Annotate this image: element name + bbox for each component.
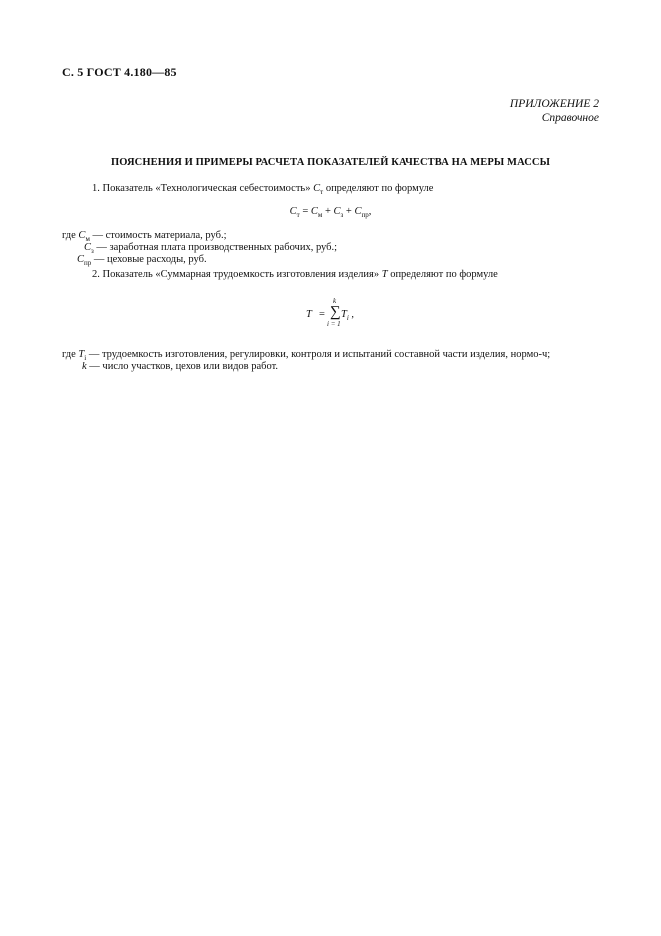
item-2-paragraph <box>92 269 498 280</box>
where-1-symbol: $C_м$ <box>78 230 90 243</box>
where-2-symbol: k <box>82 361 87 372</box>
formula-1-term-1: $C_м$ <box>310 206 323 219</box>
item-2-text: 2. Показатель «Суммарная трудоемкость изготовления изделия» <box>92 269 380 280</box>
where-2-row-1: где $T_i$ — трудоемкость изготовления, регулировки, контроля и испытаний составной части изделия, нормо-ч; <box>62 349 551 362</box>
formula-1-lhs: $C_т$ <box>289 206 300 219</box>
appendix-block <box>510 97 599 125</box>
item-2-tail: определяют по формуле <box>390 269 498 280</box>
item-1-tail: определяют по формуле <box>325 183 434 194</box>
where-1-symbol: $C_{пр}$ <box>77 254 92 267</box>
formula-2-lhs: T <box>306 309 312 320</box>
item-1-symbol: $C_т$ <box>313 183 324 196</box>
formula-2 <box>306 297 366 332</box>
appendix-label: ПРИЛОЖЕНИЕ 2 <box>509 98 599 110</box>
formula-1: $C_т = C_м + C_з + C_{пр}$, <box>289 206 372 219</box>
formula-1-term-3: $C_{пр}$ <box>354 206 369 219</box>
where-1-symbol: $C_з$ <box>84 242 94 255</box>
item-1-paragraph <box>92 183 433 196</box>
where-1-row-3: $C_{пр}$ — цеховые расходы, руб. <box>77 254 207 267</box>
where-1-row-2: $C_з$ — заработная плата производственных рабочих, руб.; <box>84 242 338 255</box>
where-2-row-2: k — число участков, цехов или видов работ. <box>82 361 279 372</box>
appendix-status: Справочное <box>541 112 599 124</box>
summation-lower: i = 1 <box>327 320 341 328</box>
summation-symbol: ∑ <box>330 304 341 320</box>
summation-upper: k <box>333 297 337 305</box>
formula-2-term: $T_i$ , <box>341 309 355 322</box>
item-1-text: 1. Показатель «Технологическая себестоимость» <box>92 183 311 194</box>
where-1-row-1: где $C_м$ — стоимость материала, руб.; <box>62 230 227 243</box>
formula-2-equals: = <box>319 309 325 320</box>
formula-1-term-2: $C_з$ <box>333 206 344 219</box>
section-title: ПОЯСНЕНИЯ И ПРИМЕРЫ РАСЧЕТА ПОКАЗАТЕЛЕЙ КАЧЕСТВА НА МЕРЫ МАССЫ <box>110 157 551 168</box>
document-header: С. 5 ГОСТ 4.180—85 <box>62 65 177 79</box>
item-2-symbol: T <box>381 269 388 280</box>
where-2-symbol: $T_i$ <box>78 349 87 362</box>
